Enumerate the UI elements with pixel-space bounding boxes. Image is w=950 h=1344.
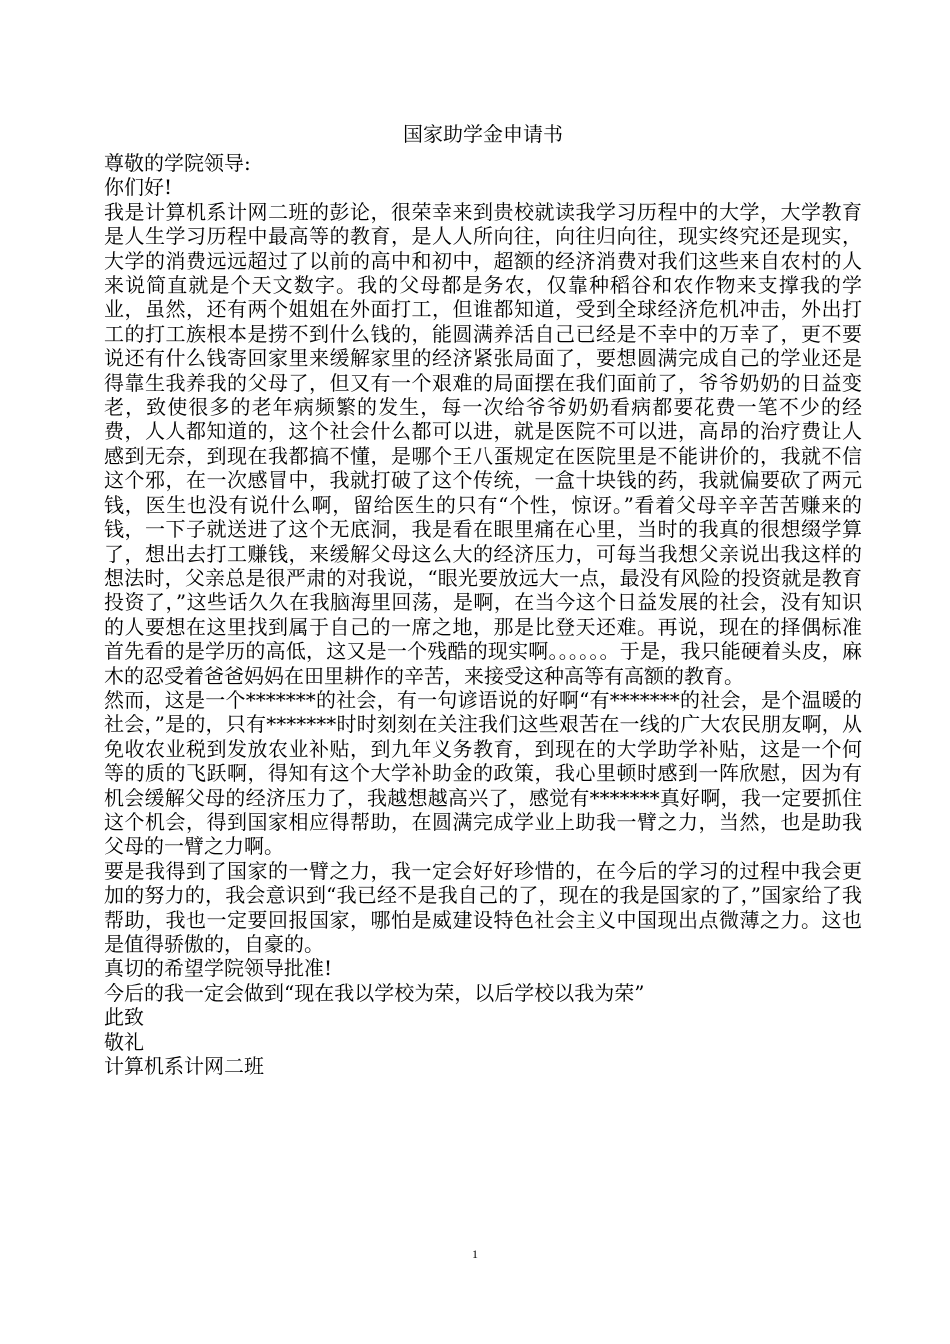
document-body xyxy=(104,122,862,1078)
promise-line: 今后的我一定会做到“现在我以学校为荣，以后学校以我为荣” xyxy=(104,980,645,1005)
page-number: 1 xyxy=(472,1247,478,1261)
signature-class: 计算机系计网二班 xyxy=(104,1054,264,1079)
request-line: 真切的希望学院领导批准! xyxy=(104,956,333,981)
salutation: 尊敬的学院领导: xyxy=(104,151,251,175)
greeting: 你们好! xyxy=(104,175,173,200)
body-paragraph-1: 我是计算机系计网二班的彭论，很荣幸来到贵校就读我学习历程中的大学，大学教育是人生学习历程中最高等的教育，是人人所向往，向往归向往，现实终究还是现实，大学的消费远远超过了以前的高中和初中，超额的经济消费对我们这些来自农村的人来说简直就是个天文数字。我的父母都是务农，仅靠种稻谷和农作物来支撑我的学业，虽然，还有两个姐姐在外面打工，但谁都知道，受到全球经济危机冲击，外出打工的打工族根本是捞不到什么钱的，能圆满养活自己已经是不幸中的万幸了，更不要说还有什么钱寄回家里来缓解家里的经济紧张局面了，要想圆满完成自己的学业还是得靠生我养我的父母了，但又有一个艰难的局面摆在我们面前了，爷爷奶奶的日益变老，致使很多的老年病频繁的发生，每一次给爷爷奶奶看病都要花费一笔不少的经费，人人都知道的，这个社会什么都可以进，就是医院不可以进，高昂的治疗费让人感到无奈，到现在我都搞不懂，是哪个王八蛋规定在医院里是不能讲价的，我就不信这个邪，在一次感冒中，我就打破了这个传统，一盒十块钱的药，我就偏要砍了两元钱，医生也没有说什么啊，留给医生的只有“个性，惊讶。”看着父母辛辛苦苦赚来的钱，一下子就送进了这个无底洞，我是看在眼里痛在心里，当时的我真的很想缀学算了，想出去打工赚钱，来缓解父母这么大的经济压力，可每当我想父亲说出我这样的想法时，父亲总是很严肃的对我说，“眼光要放远大一点，最没有风险的投资就是教育投资了，”这些话久久在我脑海里回荡，是啊，在当今这个日益发展的社会，没有知识的人要想在这里找到属于自己的一席之地，那是比登天还难。再说，现在的择偶标准首先看的是学历的高低，这又是一个残酷的现实啊。。。。。。于是，我只能硬着头皮，麻木的忍受着爸爸妈妈在田里耕作的辛苦，来接受这种高等有高额的教育。 xyxy=(104,199,862,688)
closing-cizhi: 此致 xyxy=(104,1005,144,1030)
body-paragraph-2: 然而，这是一个*******的社会，有一句谚语说的好啊“有*******的社会，是个温暖的社会，”是的，只有*******时时刻刻在关注我们这些艰苦在一线的广大农民朋友啊，从免收农业税到发放农业补贴，到九年义务教育，到现在的大学助学补贴，这是一个何等的质的飞跃啊，得知有这个大学补助金的政策，我心里顿时感到一阵欣慰，因为有机会缓解父母的经济压力了，我越想越高兴了，感觉有*******真好啊，我一定要抓住这个机会，得到国家相应得帮助，在圆满完成学业上助我一臂之力，当然，也是助我父母的一臂之力啊。 xyxy=(104,687,862,859)
closing-jingli: 敬礼 xyxy=(104,1029,144,1054)
document-title: 国家助学金申请书 xyxy=(403,122,563,146)
body-paragraph-3: 要是我得到了国家的一臂之力，我一定会好好珍惜的，在今后的学习的过程中我会更加的努力的，我会意识到“我已经不是我自己的了，现在的我是国家的了，”国家给了我帮助，我也一定要回报国家，哪怕是威建设特色社会主义中国现出点微薄之力。这也是值得骄傲的，自豪的。 xyxy=(104,858,862,956)
